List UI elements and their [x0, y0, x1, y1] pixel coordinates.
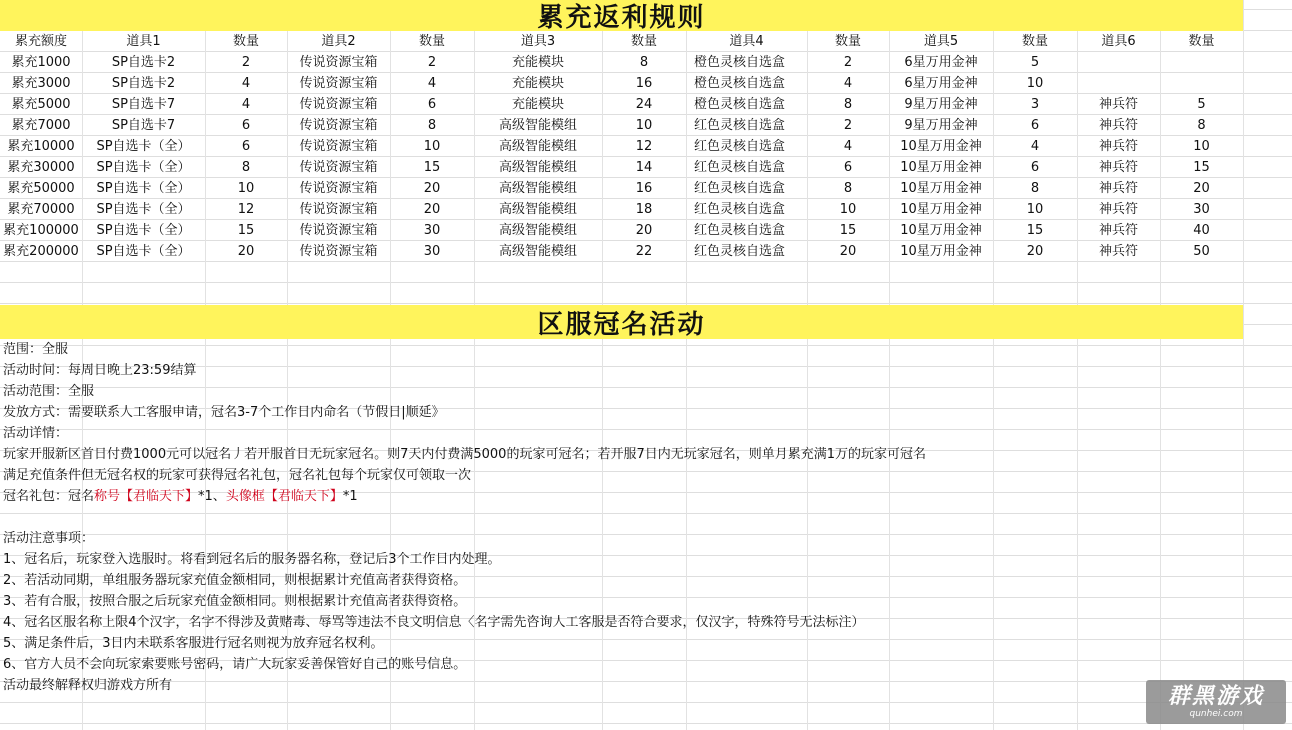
table-cell: 红色灵核自选盒: [694, 202, 786, 217]
table-cell: 50: [1193, 244, 1210, 259]
table-cell: SP自选卡（全）: [96, 139, 191, 154]
table-cell: 20: [839, 244, 857, 259]
table-cell: 高级智能模组: [498, 181, 577, 196]
table-cell: 18: [635, 202, 653, 217]
note-item: 6、官方人员不会向玩家索要账号密码，请广大玩家妥善保管好自己的账号信息。: [3, 657, 467, 672]
table-cell: SP自选卡7: [111, 118, 176, 133]
table-cell: 传说资源宝箱: [299, 118, 378, 133]
table-cell: 22: [635, 244, 653, 259]
table-cell: 传说资源宝箱: [299, 160, 378, 175]
table-cell: 4: [1030, 139, 1040, 154]
table-cell: 传说资源宝箱: [299, 76, 378, 91]
table-cell: 20: [423, 181, 441, 196]
activity-detail-1: 玩家开服新区首日付费1000元可以冠名丿若开服首日无玩家冠名。则7天内付费满5000的玩家可冠名；若开服7日内无玩家冠名，则单月累充满1万的玩家可冠名: [3, 447, 926, 462]
table-cell: 15: [423, 160, 441, 175]
table-cell: 8: [241, 160, 251, 175]
table-cell: 6: [241, 118, 251, 133]
column-header: 数量: [630, 34, 657, 49]
table-cell: 30: [423, 223, 441, 238]
table-cell: 20: [1026, 244, 1044, 259]
table-cell: 10: [635, 118, 653, 133]
table-cell: SP自选卡（全）: [96, 181, 191, 196]
table-cell: 10星万用金神: [900, 244, 982, 259]
column-header: 数量: [1021, 34, 1048, 49]
table-cell: 8: [1197, 118, 1206, 133]
table-cell: 红色灵核自选盒: [694, 181, 786, 196]
table-cell: 20: [423, 202, 441, 217]
activity-range: 活动范围：全服: [3, 384, 95, 399]
table-cell: 6: [843, 160, 853, 175]
table-cell: SP自选卡（全）: [96, 223, 191, 238]
rebate-title: 累充返利规则: [537, 3, 706, 33]
table-cell: 10: [1026, 76, 1044, 91]
table-cell: 20: [1193, 181, 1210, 196]
table-cell: 2: [427, 55, 437, 70]
table-cell: 传说资源宝箱: [299, 244, 378, 259]
table-cell: 橙色灵核自选盒: [694, 55, 786, 70]
rebate-row: [0, 73, 1243, 94]
rebate-row: [0, 157, 1243, 178]
rebate-header-row: [0, 31, 1243, 52]
table-cell: SP自选卡（全）: [96, 244, 191, 259]
table-cell: 神兵符: [1098, 118, 1138, 133]
table-cell: [1077, 73, 1160, 94]
note-item: 5、满足条件后，3日内未联系客服进行冠名则视为放弃冠名权利。: [3, 636, 384, 651]
column-header: 累充额度: [14, 34, 67, 49]
final-statement: 活动最终解释权归游戏方所有: [3, 678, 173, 693]
table-cell: 30: [1193, 202, 1210, 217]
rebate-row: [0, 199, 1243, 220]
table-cell: 15: [1193, 160, 1210, 175]
column-header: 数量: [232, 34, 259, 49]
table-cell: 10: [237, 181, 255, 196]
column-header: 道具6: [1101, 34, 1136, 49]
table-cell: 30: [423, 244, 441, 259]
table-cell: 红色灵核自选盒: [694, 139, 786, 154]
table-cell: 充能模块: [511, 55, 564, 70]
table-cell: 8: [843, 181, 853, 196]
watermark-main: 群黑游戏: [1167, 684, 1264, 709]
table-cell: 5: [1197, 97, 1206, 112]
table-cell: 累充10000: [7, 139, 75, 154]
column-header: 道具3: [520, 34, 556, 49]
column-header: 道具4: [729, 34, 764, 49]
table-cell: 神兵符: [1098, 181, 1138, 196]
table-cell: 9星万用金神: [904, 97, 978, 112]
table-cell: 红色灵核自选盒: [694, 160, 786, 175]
gift-frame-item: 头像框【君临天下】: [225, 489, 343, 504]
table-cell: 6星万用金神: [904, 76, 978, 91]
table-cell: 8: [427, 118, 437, 133]
table-cell: 10星万用金神: [900, 223, 982, 238]
table-cell: 2: [843, 118, 853, 133]
table-cell: 12: [237, 202, 255, 217]
table-cell: 10: [839, 202, 857, 217]
table-cell: 20: [635, 223, 653, 238]
column-header: 道具1: [126, 34, 161, 49]
table-cell: 传说资源宝箱: [299, 139, 378, 154]
column-header: 数量: [834, 34, 861, 49]
table-cell: 神兵符: [1098, 139, 1138, 154]
table-cell: 高级智能模组: [498, 160, 577, 175]
table-cell: 传说资源宝箱: [299, 181, 378, 196]
table-cell: 4: [843, 76, 853, 91]
table-cell: 累充200000: [3, 244, 79, 259]
note-item: 4、冠名区服名称上限4个汉字，名字不得涉及黄赌毒、辱骂等违法不良文明信息〈名字需先咨询人工客服是否符合要求，仅汉字，特殊符号无法标注）: [3, 615, 865, 630]
blank-line: [3, 507, 1253, 528]
column-header: 道具2: [321, 34, 356, 49]
table-cell: 4: [427, 76, 437, 91]
gift-prefix: 冠名礼包：冠名: [3, 489, 95, 504]
table-cell: 6星万用金神: [904, 55, 978, 70]
table-cell: 4: [241, 97, 251, 112]
table-cell: 8: [1030, 181, 1040, 196]
table-cell: 红色灵核自选盒: [694, 223, 786, 238]
table-cell: 10星万用金神: [900, 181, 982, 196]
table-cell: 传说资源宝箱: [299, 202, 378, 217]
table-cell: 神兵符: [1098, 202, 1138, 217]
table-cell: 10星万用金神: [900, 202, 982, 217]
table-cell: 6: [427, 97, 437, 112]
table-cell: 高级智能模组: [498, 223, 577, 238]
column-header: 数量: [1188, 34, 1215, 49]
table-cell: 3: [1030, 97, 1040, 112]
table-cell: 8: [639, 55, 649, 70]
activity-title-banner: [0, 305, 1243, 339]
table-cell: 15: [1026, 223, 1044, 238]
table-cell: 10: [423, 139, 441, 154]
table-cell: 10星万用金神: [900, 139, 982, 154]
table-cell: 累充70000: [7, 202, 75, 217]
table-cell: [1077, 52, 1160, 73]
activity-section: [3, 339, 1253, 696]
table-cell: 16: [635, 181, 653, 196]
rebate-row: [0, 136, 1243, 157]
rebate-row: [0, 241, 1243, 262]
activity-title: 区服冠名活动: [537, 309, 706, 340]
table-cell: SP自选卡2: [111, 76, 176, 91]
rebate-row: [0, 94, 1243, 115]
activity-method: 发放方式：需要联系人工客服申请，冠名3-7个工作日内命名（节假日|顺延》: [3, 405, 445, 420]
table-cell: 累充3000: [11, 76, 71, 91]
note-item: 3、若有合服，按照合服之后玩家充值金额相同。则根据累计充值高者获得资格。: [3, 594, 467, 609]
table-cell: 橙色灵核自选盒: [694, 97, 786, 112]
table-cell: 高级智能模组: [498, 202, 577, 217]
table-cell: 传说资源宝箱: [299, 97, 378, 112]
rebate-row: [0, 52, 1243, 73]
table-cell: 6: [1030, 160, 1040, 175]
table-cell: 充能模块: [511, 97, 564, 112]
table-cell: 累充7000: [11, 118, 71, 133]
gift-suffix: *1: [342, 489, 358, 504]
rebate-row: [0, 220, 1243, 241]
table-cell: 累充5000: [11, 97, 71, 112]
table-cell: 累充30000: [7, 160, 75, 175]
table-cell: SP自选卡（全）: [96, 202, 191, 217]
table-cell: 2: [241, 55, 251, 70]
table-cell: 6: [1030, 118, 1040, 133]
note-item: 2、若活动同期，单组服务器玩家充值金额相同，则根据累计充值高者获得资格。: [3, 573, 467, 588]
table-cell: 16: [635, 76, 653, 91]
table-cell: 2: [843, 55, 853, 70]
table-cell: 高级智能模组: [498, 244, 577, 259]
table-cell: 红色灵核自选盒: [694, 244, 786, 259]
rebate-table: [0, 31, 1243, 262]
table-cell: 高级智能模组: [498, 118, 577, 133]
table-cell: SP自选卡2: [111, 55, 176, 70]
table-cell: 15: [237, 223, 255, 238]
notes-label: 活动注意事项：: [3, 531, 95, 546]
table-cell: 6: [241, 139, 251, 154]
table-cell: 12: [635, 139, 653, 154]
table-cell: [1160, 73, 1243, 94]
table-cell: 神兵符: [1098, 223, 1138, 238]
table-cell: 神兵符: [1098, 160, 1138, 175]
table-cell: 累充50000: [7, 181, 75, 196]
activity-time: 活动时间：每周日晚上23:59结算: [3, 363, 197, 378]
table-cell: SP自选卡（全）: [96, 160, 191, 175]
table-cell: 累充1000: [11, 55, 71, 70]
table-cell: 10: [1193, 139, 1210, 154]
table-cell: 5: [1030, 55, 1040, 70]
note-item: 1、冠名后，玩家登入选服时。将看到冠名后的服务器名称，登记后3个工作日内处理。: [3, 552, 501, 567]
watermark-sub: qunhei.com: [1189, 709, 1243, 719]
table-cell: 高级智能模组: [498, 139, 577, 154]
table-cell: 4: [241, 76, 251, 91]
rebate-row: [0, 115, 1243, 136]
table-cell: 传说资源宝箱: [299, 223, 378, 238]
table-cell: 10: [1026, 202, 1044, 217]
table-cell: SP自选卡7: [111, 97, 176, 112]
activity-scope: 范围：全服: [3, 342, 69, 357]
table-cell: [1160, 52, 1243, 73]
table-cell: 14: [635, 160, 653, 175]
gift-title-item: 称号【君临天下】: [94, 489, 199, 504]
table-cell: 15: [839, 223, 857, 238]
rebate-title-banner: [0, 0, 1243, 31]
column-header: 道具5: [923, 34, 959, 49]
site-watermark-logo: [1146, 680, 1286, 724]
rebate-row: [0, 178, 1243, 199]
table-cell: 传说资源宝箱: [299, 55, 378, 70]
activity-gift: [3, 486, 1253, 507]
column-header: 数量: [418, 34, 445, 49]
table-cell: 4: [843, 139, 853, 154]
table-cell: 20: [237, 244, 255, 259]
activity-detail-2: 满足充值条件但无冠名权的玩家可获得冠名礼包，冠名礼包每个玩家仅可领取一次: [3, 468, 472, 483]
table-cell: 10星万用金神: [900, 160, 982, 175]
table-cell: 充能模块: [511, 76, 564, 91]
table-cell: 神兵符: [1098, 97, 1138, 112]
table-cell: 累充100000: [3, 223, 79, 238]
table-cell: 神兵符: [1098, 244, 1138, 259]
table-cell: 8: [843, 97, 853, 112]
activity-details-label: 活动详情：: [3, 426, 69, 441]
table-cell: 40: [1193, 223, 1210, 238]
table-cell: 红色灵核自选盒: [694, 118, 786, 133]
gift-mid: *1、: [198, 489, 226, 504]
table-cell: 橙色灵核自选盒: [694, 76, 786, 91]
table-cell: 24: [635, 97, 653, 112]
table-cell: 9星万用金神: [904, 118, 978, 133]
